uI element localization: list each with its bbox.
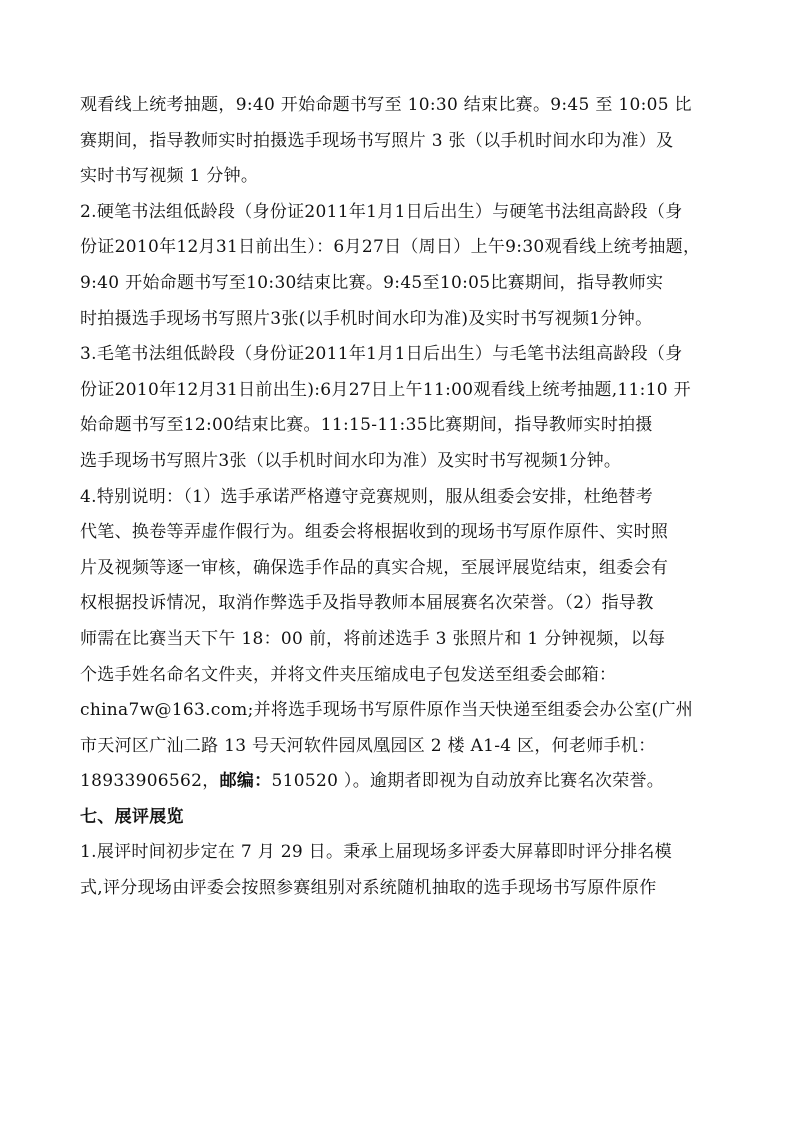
text-line: 个选手姓名命名文件夹，并将文件夹压缩成电子包发送至组委会邮箱： bbox=[80, 664, 617, 685]
text-line: 2.硬笔书法组低龄段（身份证2011年1月1日后出生）与硬笔书法组高龄段（身 bbox=[80, 201, 683, 222]
text-line: 时拍摄选手现场书写照片3张(以手机时间水印为准)及实时书写视频1分钟。 bbox=[80, 308, 653, 329]
text-line: 选手现场书写照片3张（以手机时间水印为准）及实时书写视频1分钟。 bbox=[80, 450, 622, 471]
text-line: 3.毛笔书法组低龄段（身份证2011年1月1日后出生）与毛笔书法组高龄段（身 bbox=[80, 344, 683, 365]
paragraph-timing-intro bbox=[80, 88, 720, 195]
contact-phone: 18933906562， bbox=[80, 771, 220, 792]
text-line: 9:40 开始命题书写至10:30结束比赛。9:45至10:05比赛期间，指导教师实 bbox=[80, 272, 664, 293]
text-line: 份证2010年12月31日前出生）：6月27日（周日）上午9:30观看线上统考抽题， bbox=[80, 237, 701, 258]
text-line: 观看线上统考抽题，9:40 开始命题书写至 10:30 结束比赛。9:45 至 10:05 比 bbox=[80, 95, 692, 115]
paragraph-exhibition bbox=[80, 835, 720, 906]
text-line: 1.展评时间初步定在 7 月 29 日。秉承上届现场多评委大屏幕即时评分排名模 bbox=[80, 842, 672, 863]
paragraph-hard-pen bbox=[80, 195, 720, 337]
text-line: 4.特别说明：（1）选手承诺严格遵守竞赛规则，服从组委会安排，杜绝替考 bbox=[80, 486, 654, 507]
postcode-value: 510520 bbox=[271, 771, 339, 792]
text-line: 式,评分现场由评委会按照参赛组别对系统随机抽取的选手现场书写原件原作 bbox=[80, 878, 657, 899]
text-line: 赛期间，指导教师实时拍摄选手现场书写照片 3 张（以手机时间水印为准）及 bbox=[80, 130, 674, 151]
text-line: 市天河区广汕二路 13 号天河软件园凤凰园区 2 楼 A1-4 区，何老师手机： bbox=[80, 735, 656, 756]
text-tail: ）。逾期者即视为自动放弃比赛名次荣誉。 bbox=[338, 771, 665, 792]
section-heading: 七、展评展览 bbox=[80, 806, 184, 827]
paragraph-brush bbox=[80, 337, 720, 479]
text-line: 实时书写视频 1 分钟。 bbox=[80, 166, 259, 187]
text-line: 始命题书写至12:00结束比赛。11:15-11:35比赛期间，指导教师实时拍摄 bbox=[80, 415, 653, 436]
text-line: 师需在比赛当天下午 18：00 前，将前述选手 3 张照片和 1 分钟视频，以每 bbox=[80, 628, 666, 649]
text-line: 份证2010年12月31日前出生):6月27日上午11:00观看线上统考抽题,11:10 开 bbox=[80, 379, 691, 400]
text-line: 片及视频等逐一审核，确保选手作品的真实合规，至展评展览结束，组委会有 bbox=[80, 557, 669, 578]
text-line-contact bbox=[80, 764, 720, 800]
text-line: 代笔、换卷等弄虚作假行为。组委会将根据收到的现场书写原作原件、实时照 bbox=[80, 522, 669, 543]
text-line: 权根据投诉情况，取消作弊选手及指导教师本届展赛名次荣誉。（2）指导教 bbox=[80, 593, 654, 614]
postcode-label: 邮编： bbox=[219, 771, 272, 792]
paragraph-special-notes bbox=[80, 480, 720, 800]
text-line: china7w@163.com;并将选手现场书写原件原作当天快递至组委会办公室(广州 bbox=[80, 700, 694, 721]
